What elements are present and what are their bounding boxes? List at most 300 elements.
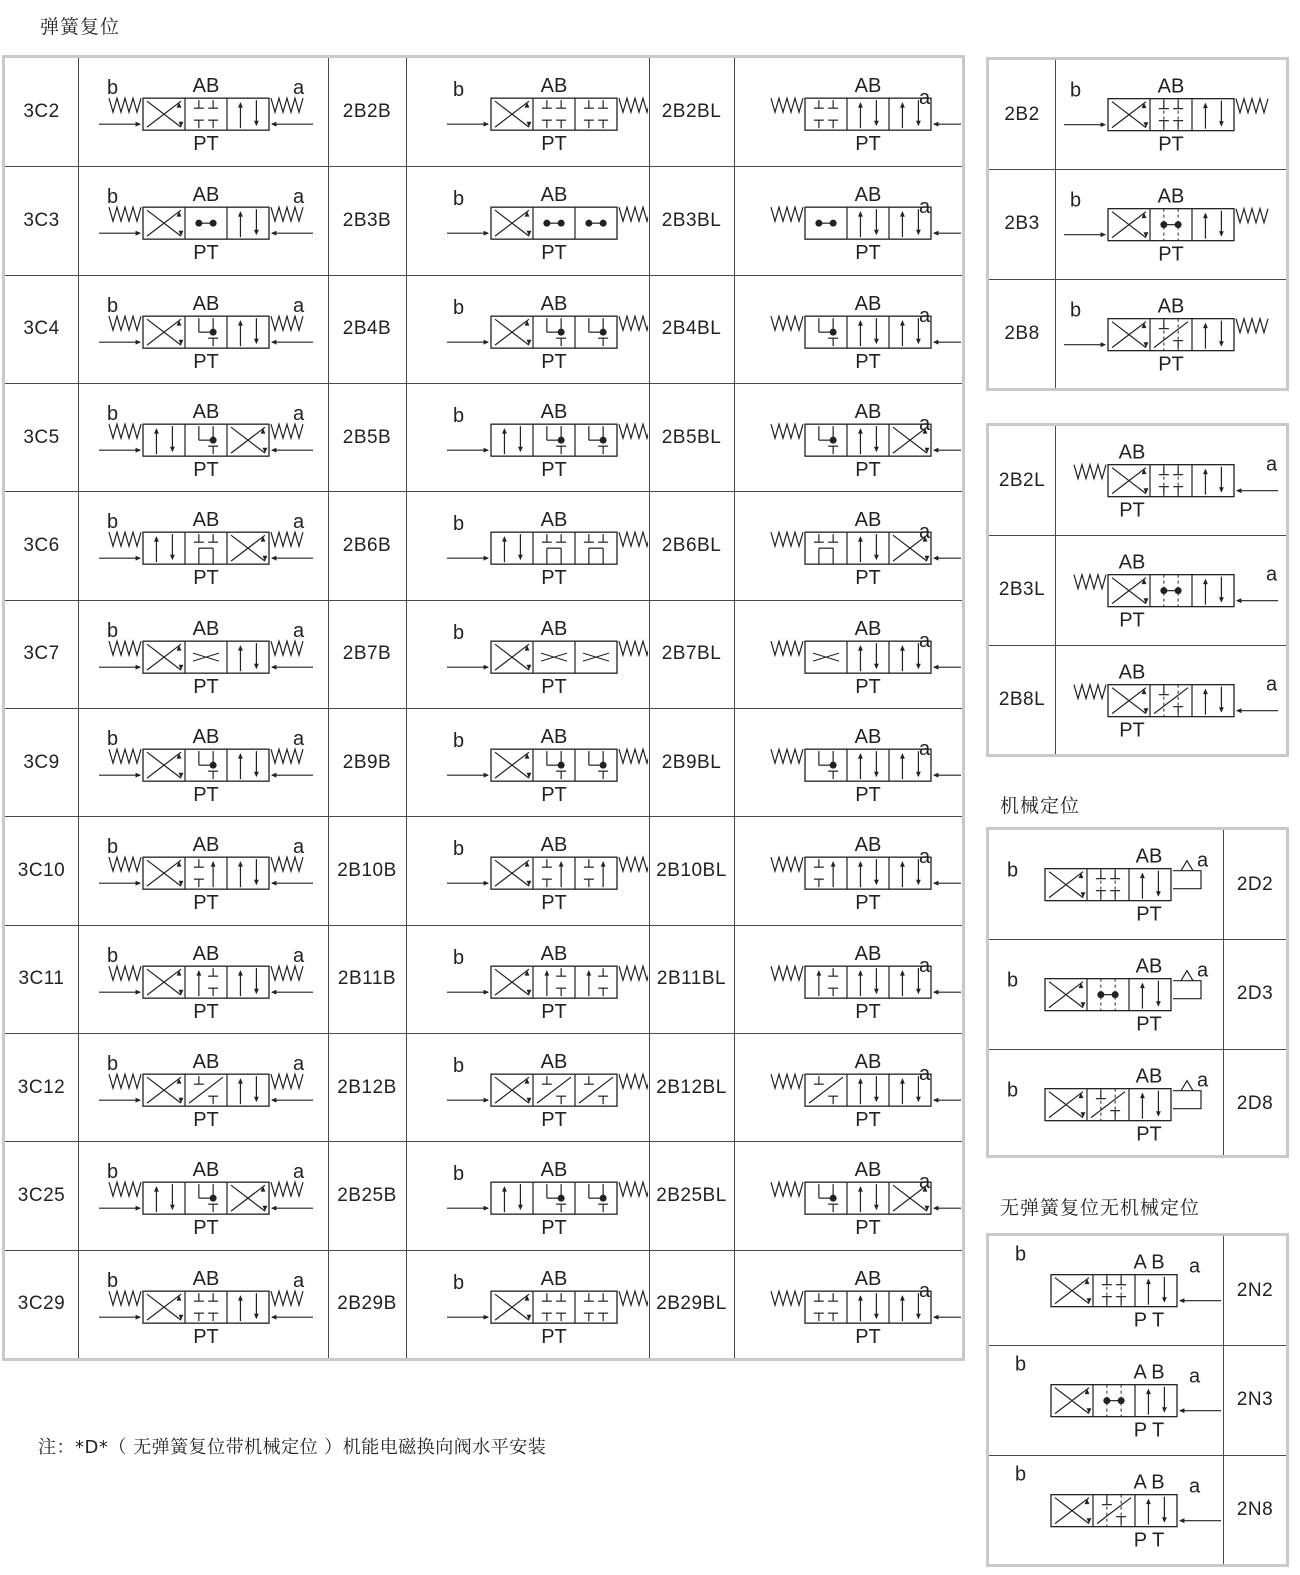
table-2b	[986, 57, 1289, 391]
cross-box-icon	[231, 1185, 267, 1211]
parallel-box-icon	[858, 534, 879, 562]
center-position-icon	[584, 100, 608, 128]
port-label-ab: AB	[1157, 75, 1185, 98]
port-label-pt: PT	[855, 242, 881, 265]
cross-box-icon	[1049, 982, 1085, 1008]
table-row	[5, 58, 962, 166]
spring-icon	[771, 316, 803, 330]
spring-icon	[271, 424, 303, 438]
valve-code: 3C12	[17, 1076, 66, 1098]
spring-icon	[619, 532, 648, 546]
table-row	[5, 1250, 962, 1358]
port-label-pt: PT	[193, 567, 219, 590]
port-label-a: a	[292, 728, 305, 751]
parallel-box-icon	[900, 1293, 921, 1321]
center-position-icon	[1159, 465, 1183, 497]
center-position-icon	[1091, 1088, 1125, 1120]
valve-symbol-icon	[771, 943, 961, 1023]
port-label-b: b	[107, 944, 119, 967]
cross-box-icon	[495, 319, 531, 345]
port-label-a: a	[918, 954, 931, 977]
port-label-ab: AB	[192, 292, 220, 315]
valve-symbol-icon	[1007, 846, 1209, 926]
port-label-ab: AB	[1118, 661, 1146, 684]
valve-code: 2B2	[1004, 103, 1040, 125]
port-label-a: a	[292, 403, 305, 426]
spring-icon	[619, 1074, 648, 1088]
heading-no-spring: 无弹簧复位无机械定位	[1000, 1197, 1201, 1219]
port-label-ab: AB	[540, 184, 568, 207]
table-row	[5, 600, 962, 708]
valve-symbol	[735, 1034, 961, 1142]
center-position-icon	[1160, 575, 1181, 607]
center-position-icon	[584, 859, 606, 887]
parallel-box-icon	[900, 100, 921, 128]
cross-box-icon	[1112, 468, 1148, 494]
table-row	[5, 491, 962, 599]
valve-code: 2B4BL	[661, 318, 722, 340]
parallel-box-icon	[238, 1076, 259, 1104]
table-row	[5, 275, 962, 383]
center-position-icon	[816, 968, 838, 996]
port-label-b: b	[107, 836, 119, 859]
port-label-pt: PT	[541, 459, 567, 482]
valve-symbol-icon	[771, 401, 961, 481]
cross-box-icon	[147, 752, 183, 778]
valve-symbol-icon	[99, 509, 313, 589]
spring-icon	[1074, 684, 1106, 698]
port-label-a: a	[1188, 1475, 1201, 1498]
port-label-ab: AB	[1135, 955, 1163, 978]
port-label-ab: AB	[192, 834, 220, 857]
valve-symbol-icon	[99, 75, 313, 155]
port-label-ab: AB	[540, 401, 568, 424]
valve-code: 2B3BL	[661, 209, 722, 231]
table-row	[5, 383, 962, 491]
cross-box-icon	[495, 1077, 531, 1103]
port-label-pt: PT	[193, 1109, 219, 1132]
cross-box-icon	[495, 1294, 531, 1320]
heading-spring-return: 弹簧复位	[40, 16, 121, 38]
parallel-box-icon	[1203, 320, 1224, 348]
valve-symbol-icon	[447, 726, 648, 806]
valve-code: 3C5	[23, 426, 60, 448]
valve-symbol	[407, 384, 648, 492]
cross-box-icon	[495, 210, 531, 236]
valve-symbol-icon	[99, 726, 313, 806]
valve-symbol	[79, 167, 327, 275]
valve-symbol	[407, 709, 648, 817]
center-position-icon	[1154, 684, 1188, 716]
valve-symbol	[735, 492, 961, 600]
cross-box-icon	[495, 644, 531, 670]
valve-symbol-icon	[447, 401, 648, 481]
spring-icon	[109, 966, 141, 980]
port-label-b: b	[453, 1271, 465, 1294]
port-label-pt: PT	[541, 242, 567, 265]
valve-symbol-icon	[99, 834, 313, 914]
center-position-icon	[541, 653, 567, 661]
valve-symbol-icon	[447, 1268, 648, 1348]
parallel-box-icon	[858, 1184, 879, 1212]
port-label-b: b	[107, 1161, 119, 1184]
parallel-box-icon	[1146, 1387, 1167, 1415]
port-label-b: b	[107, 403, 119, 426]
port-label-ab: A B	[1133, 1471, 1165, 1494]
port-label-pt: PT	[541, 1325, 567, 1348]
port-label-ab: AB	[192, 1051, 220, 1074]
parallel-box-icon	[858, 426, 879, 454]
valve-code: 2B6BL	[661, 534, 722, 556]
port-label-ab: AB	[854, 834, 882, 857]
valve-symbol	[735, 384, 961, 492]
port-label-a: a	[292, 294, 305, 317]
port-label-a: a	[918, 629, 931, 652]
port-label-ab: AB	[854, 509, 882, 532]
spring-icon	[771, 749, 803, 763]
port-label-ab: AB	[1157, 295, 1185, 318]
cross-box-icon	[147, 860, 183, 886]
center-position-icon	[1097, 979, 1118, 1011]
valve-code: 2B9B	[342, 751, 392, 773]
spring-icon	[771, 1291, 803, 1305]
spring-icon	[109, 857, 141, 871]
center-position-icon	[199, 1184, 218, 1212]
cross-box-icon	[1055, 1278, 1091, 1304]
port-label-a: a	[292, 1053, 305, 1076]
port-label-pt: PT	[1119, 609, 1145, 632]
spring-icon	[109, 532, 141, 546]
spring-icon	[771, 1074, 803, 1088]
cross-box-icon	[231, 427, 267, 453]
valve-symbol	[989, 1050, 1222, 1159]
spring-icon	[271, 1182, 303, 1196]
port-label-a: a	[918, 846, 931, 869]
parallel-box-icon	[900, 209, 921, 237]
port-label-pt: PT	[1136, 1123, 1162, 1146]
port-label-pt: PT	[193, 459, 219, 482]
center-position-icon	[585, 220, 606, 227]
port-label-b: b	[1070, 79, 1082, 102]
port-label-a: a	[292, 836, 305, 859]
valve-symbol-icon	[771, 618, 961, 698]
port-label-ab: AB	[192, 75, 220, 98]
port-label-a: a	[292, 186, 305, 209]
center-position-icon	[814, 1293, 838, 1321]
port-label-pt: PT	[193, 892, 219, 915]
valve-code: 2B9BL	[661, 751, 722, 773]
parallel-box-icon	[238, 318, 259, 346]
spring-icon	[619, 857, 648, 871]
port-label-ab: AB	[192, 726, 220, 749]
cross-box-icon	[495, 101, 531, 127]
cross-box-icon	[147, 644, 183, 670]
center-position-icon	[815, 220, 836, 227]
valve-symbol	[735, 58, 961, 166]
spring-icon	[619, 966, 648, 980]
valve-symbol-icon	[447, 1159, 648, 1239]
valve-code: 3C25	[17, 1184, 66, 1206]
valve-symbol-icon	[771, 293, 961, 373]
port-label-ab: AB	[1135, 845, 1163, 868]
spring-icon	[619, 641, 648, 655]
port-label-pt: P T	[1133, 1309, 1165, 1332]
port-label-b: b	[1015, 1243, 1027, 1266]
parallel-box-icon	[858, 209, 879, 237]
parallel-box-icon	[502, 1184, 523, 1212]
spring-icon	[1236, 318, 1268, 332]
valve-symbol-icon	[1007, 1065, 1209, 1145]
port-label-a: a	[1188, 1365, 1201, 1388]
center-position-icon	[189, 1076, 223, 1104]
parallel-box-icon	[900, 1076, 921, 1104]
center-position-icon	[196, 968, 218, 996]
table-row	[989, 426, 1286, 535]
center-position-icon	[589, 1184, 608, 1212]
port-label-a: a	[1188, 1255, 1201, 1278]
center-position-icon	[814, 100, 838, 128]
port-label-b: b	[1007, 859, 1019, 882]
port-label-a: a	[918, 413, 931, 436]
port-label-b: b	[107, 511, 119, 534]
spring-icon	[109, 424, 141, 438]
center-position-icon	[1103, 1385, 1124, 1417]
parallel-box-icon	[858, 100, 879, 128]
valve-symbol-icon	[771, 1051, 961, 1131]
port-label-ab: AB	[854, 401, 882, 424]
port-label-a: a	[1265, 453, 1278, 476]
port-label-a: a	[1196, 959, 1209, 982]
valve-code: 2B2L	[998, 469, 1046, 491]
table-row	[5, 816, 962, 924]
port-label-b: b	[453, 621, 465, 644]
port-label-ab: AB	[1135, 1065, 1163, 1088]
table-row	[5, 166, 962, 274]
parallel-box-icon	[1140, 871, 1161, 899]
center-position-icon	[199, 318, 218, 346]
valve-symbol	[1056, 280, 1286, 389]
parallel-box-icon	[900, 859, 921, 887]
spring-icon	[271, 1291, 303, 1305]
cross-box-icon	[495, 969, 531, 995]
valve-code: 2B29B	[337, 1293, 397, 1315]
cross-box-icon	[147, 210, 183, 236]
center-position-icon	[199, 426, 218, 454]
valve-code: 2B8	[1004, 322, 1040, 344]
table-row	[989, 645, 1286, 754]
valve-symbol	[735, 167, 961, 275]
parallel-box-icon	[858, 1293, 879, 1321]
valve-code: 2N2	[1236, 1279, 1274, 1301]
port-label-ab: AB	[540, 942, 568, 965]
valve-code: 2B5BL	[661, 426, 722, 448]
spring-icon	[271, 857, 303, 871]
spring-icon	[771, 1182, 803, 1196]
port-label-ab: AB	[192, 401, 220, 424]
valve-symbol	[407, 1034, 648, 1142]
valve-symbol	[735, 817, 961, 925]
port-label-pt: PT	[855, 1109, 881, 1132]
valve-code: 3C9	[23, 751, 60, 773]
valve-symbol	[407, 601, 648, 709]
valve-symbol-icon	[99, 1159, 313, 1239]
valve-code: 3C6	[23, 534, 60, 556]
cross-box-icon	[231, 535, 267, 561]
valve-code: 2B25B	[337, 1184, 397, 1206]
table-row	[989, 1236, 1286, 1345]
valve-symbol-icon	[99, 1051, 313, 1131]
center-position-icon	[589, 318, 608, 346]
port-label-pt: PT	[1119, 719, 1145, 742]
port-label-pt: PT	[541, 1109, 567, 1132]
valve-code: 2B4B	[342, 318, 392, 340]
spring-icon	[771, 857, 803, 871]
port-label-pt: PT	[1136, 903, 1162, 926]
center-position-icon	[589, 751, 608, 779]
table-row	[5, 1141, 962, 1249]
valve-symbol-icon	[771, 75, 961, 155]
port-label-b: b	[453, 188, 465, 211]
valve-symbol-icon	[447, 834, 648, 914]
center-position-icon	[819, 318, 838, 346]
cross-box-icon	[1112, 578, 1148, 604]
port-label-b: b	[1015, 1353, 1027, 1376]
valve-symbol-icon	[771, 1159, 961, 1239]
valve-symbol-icon	[447, 293, 648, 373]
valve-code: 2B11BL	[656, 968, 727, 990]
port-label-b: b	[1007, 969, 1019, 992]
valve-symbol-icon	[447, 184, 648, 264]
port-label-pt: PT	[855, 675, 881, 698]
port-label-a: a	[918, 196, 931, 219]
valve-symbol	[989, 830, 1222, 939]
port-label-a: a	[292, 619, 305, 642]
center-position-icon	[814, 859, 836, 887]
port-label-a: a	[292, 511, 305, 534]
spring-icon	[1074, 575, 1106, 589]
center-position-icon	[199, 751, 218, 779]
parallel-box-icon	[858, 318, 879, 346]
port-label-a: a	[1265, 673, 1278, 696]
port-label-a: a	[1196, 1069, 1209, 1092]
table-row	[989, 169, 1286, 278]
valve-code: 2B3B	[342, 209, 392, 231]
parallel-box-icon	[858, 1076, 879, 1104]
spring-icon	[1236, 99, 1268, 113]
center-position-icon	[819, 1184, 838, 1212]
valve-code: 2B10B	[337, 859, 397, 881]
parallel-box-icon	[900, 318, 921, 346]
parallel-box-icon	[238, 968, 259, 996]
valve-symbol	[79, 58, 327, 166]
valve-symbol-icon	[771, 726, 961, 806]
parallel-box-icon	[238, 1293, 259, 1321]
port-label-pt: PT	[855, 892, 881, 915]
port-label-pt: PT	[541, 892, 567, 915]
valve-code: 2B5B	[342, 426, 392, 448]
parallel-box-icon	[1140, 1090, 1161, 1118]
port-label-pt: PT	[193, 1325, 219, 1348]
valve-symbol-icon	[447, 618, 648, 698]
spring-icon	[109, 98, 141, 112]
port-label-ab: AB	[854, 1159, 882, 1182]
valve-symbol	[79, 1142, 327, 1250]
table-row	[5, 925, 962, 1033]
center-position-icon	[542, 100, 566, 128]
valve-symbol-icon	[447, 509, 648, 589]
port-label-pt: PT	[855, 1217, 881, 1240]
port-label-pt: P T	[1133, 1529, 1165, 1552]
port-label-b: b	[453, 1055, 465, 1078]
port-label-a: a	[1265, 563, 1278, 586]
valve-symbol-icon	[447, 1051, 648, 1131]
port-label-ab: AB	[192, 942, 220, 965]
port-label-ab: A B	[1133, 1361, 1165, 1384]
spring-icon	[271, 641, 303, 655]
port-label-pt: PT	[541, 784, 567, 807]
port-label-pt: PT	[193, 350, 219, 373]
port-label-a: a	[918, 1171, 931, 1194]
valve-symbol-icon	[99, 618, 313, 698]
valve-symbol-icon	[1074, 442, 1278, 522]
center-position-icon	[814, 534, 838, 564]
port-label-pt: PT	[1158, 243, 1184, 266]
port-label-b: b	[107, 294, 119, 317]
port-label-b: b	[453, 1163, 465, 1186]
table-row	[5, 1033, 962, 1141]
table-row	[989, 1455, 1286, 1564]
center-position-icon	[1102, 1275, 1126, 1307]
port-label-a: a	[292, 944, 305, 967]
parallel-box-icon	[1203, 211, 1224, 239]
spring-icon	[619, 316, 648, 330]
port-label-b: b	[107, 186, 119, 209]
table-row	[989, 1345, 1286, 1454]
center-position-icon	[537, 1076, 571, 1104]
center-position-icon	[547, 751, 566, 779]
valve-symbol	[407, 1251, 648, 1359]
spring-icon	[109, 1291, 141, 1305]
valve-symbol-icon	[1007, 956, 1209, 1036]
port-label-ab: AB	[854, 75, 882, 98]
port-label-pt: PT	[541, 1217, 567, 1240]
port-label-pt: PT	[855, 133, 881, 156]
port-label-ab: AB	[540, 834, 568, 857]
valve-code: 3C2	[23, 101, 60, 123]
valve-code: 3C3	[23, 209, 60, 231]
cross-box-icon	[147, 101, 183, 127]
port-label-pt: PT	[541, 1000, 567, 1023]
valve-symbol-icon	[1074, 552, 1278, 632]
parallel-box-icon	[1203, 101, 1224, 129]
valve-code: 2B12B	[337, 1076, 397, 1098]
port-label-pt: PT	[193, 675, 219, 698]
parallel-box-icon	[154, 534, 175, 562]
port-label-ab: AB	[854, 184, 882, 207]
valve-code: 2B2BL	[661, 101, 722, 123]
spring-icon	[619, 207, 648, 221]
valve-symbol-icon	[1064, 295, 1268, 375]
valve-code: 2B8L	[998, 688, 1046, 710]
valve-symbol-icon	[99, 401, 313, 481]
port-label-pt: PT	[193, 784, 219, 807]
valve-code: 2B3L	[998, 579, 1046, 601]
spring-icon	[619, 98, 648, 112]
port-label-ab: AB	[192, 617, 220, 640]
center-position-icon	[1160, 209, 1181, 241]
valve-symbol-icon	[1074, 661, 1278, 741]
port-label-ab: AB	[192, 509, 220, 532]
